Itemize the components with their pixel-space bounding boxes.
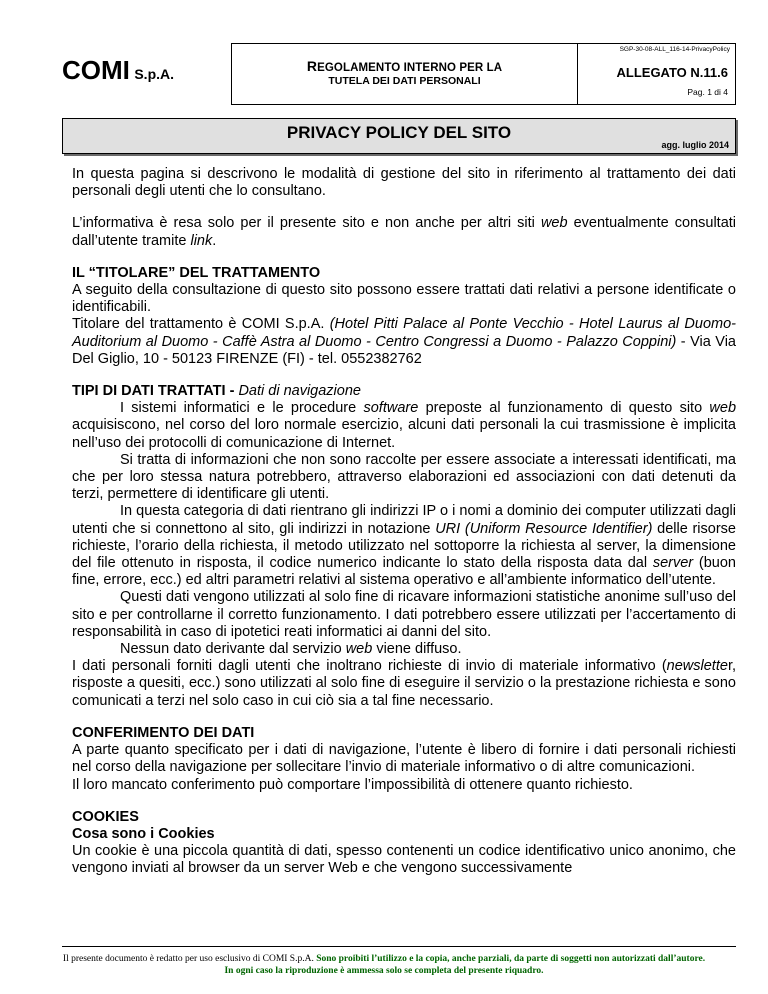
company-suffix: S.p.A. (134, 66, 175, 82)
company-main: COMI (62, 55, 130, 85)
heading-titolare: IL “TITOLARE” DEL TRATTAMENTO (72, 264, 321, 281)
footer-text-a: Il presente documento è redatto per uso esclusivo di COMI S.p.A. (62, 954, 317, 964)
header-title-line2: TUTELA DEI DATI PERSONALI (328, 75, 481, 87)
page-title: PRIVACY POLICY DEL SITO (286, 123, 512, 142)
document-body (72, 166, 736, 878)
conferimento-paragraph-1: A parte quanto specificato per i dati di navigazione, l’utente è libero di fornire i dati personali richiesti nel corso della navigazione per sollecitare l’invio di materiale informativo o di altre comunicazioni. (72, 742, 736, 776)
tipi-paragraph-5: Nessun dato derivante dal servizio web viene diffuso. (120, 641, 462, 658)
titolare-paragraph-2: Titolare del trattamento è COMI S.p.A. (Hotel Pitti Palace al Ponte Vecchio - Hotel Laurus al Duomo- Auditorium al Duomo - Caffè Astra al Duomo - Centro Congressi a Duomo - Palazzo Coppini) - Via Via Del Giglio, 10 - 50123 FIRENZE (FI) - tel. 0552382762 (72, 316, 736, 367)
footer-notice (0, 953, 768, 977)
header-box (231, 43, 736, 105)
heading-conferimento: CONFERIMENTO DEI DATI (72, 724, 255, 741)
header-title-cap: R (306, 58, 318, 74)
page-number: Pag. 1 di 4 (687, 87, 728, 97)
subheading-cosa-sono: Cosa sono i Cookies (72, 825, 215, 842)
scope-paragraph: L’informativa è resa solo per il presente sito e non anche per altri siti web eventualmente consultati dall’utente tramite link. (72, 215, 737, 249)
tipi-paragraph-3: In questa categoria di dati rientrano gli indirizzi IP o i nomi a dominio dei computer utilizzati dagli utenti che si connettono al sito, gli indirizzi in notazione URI (Uniform Resource Identifier) delle risorse richieste, l’orario della richiesta, il metodo utilizzato nel sottoporre la richiesta al server, la dimensione del file ottenuto in risposta, il codice numerico indicante lo stato della risposta data dal server (buon fine, errore, ecc.) ed altri parametri relativi al sistema operativo e all’ambiente informatico dell’utente. (72, 503, 736, 589)
footer-text-b: Sono proibiti l’utilizzo e la copia, anche parziali, da parte di soggetti non autorizzati dall’autore. (316, 954, 706, 964)
footer-text-c: In ogni caso la riproduzione è ammessa solo se completa del presente riquadro. (224, 966, 544, 976)
conferimento-paragraph-2: Il loro mancato conferimento può comportare l’impossibilità di ottenere quanto richiesto. (72, 776, 633, 793)
header-title-line1: EGOLAMENTO INTERNO PER LA (317, 62, 503, 74)
tipi-paragraph-1: I sistemi informatici e le procedure software preposte al funzionamento di questo sito web acquisiscono, nel corso del loro normale esercizio, alcuni dati personali la cui trasmissione è implicita nell’uso dei protocolli di comunicazione di Internet. (72, 400, 737, 451)
tipi-paragraph-4: Questi dati vengono utilizzati al solo fine di ricavare informazioni statistiche anonime sull’uso del sito e per controllarne il corretto funzionamento. I dati potrebbero essere utilizzati per l’accertamento di responsabilità in caso di ipotetici reati informatici ai danni del sito. (72, 589, 736, 640)
company-name (62, 55, 174, 86)
allegato-number: ALLEGATO N.11.6 (616, 65, 728, 80)
tipi-paragraph-2: Si tratta di informazioni che non sono raccolte per essere associate a interessati identificati, ma che per loro stessa natura potrebbero, attraverso elaborazioni ed associazioni con dati detenuti da terzi, permettere di identificare gli utenti. (72, 451, 736, 503)
footer-divider (62, 946, 736, 947)
title-bar (62, 118, 736, 154)
titolare-paragraph-1: A seguito della consultazione di questo sito possono essere trattati dati relativi a persone identificate o identificabili. (72, 282, 736, 316)
cookies-paragraph-1: Un cookie è una piccola quantità di dati, spesso contenenti un codice identificativo unico anonimo, che vengono inviati al browser da un server Web e che vengono successivamente (72, 843, 736, 877)
header-right (578, 44, 736, 104)
update-date: agg. luglio 2014 (661, 140, 729, 150)
doc-code: SGP-30-08-ALL_116-14-PrivacyPolicy (619, 46, 730, 53)
intro-paragraph: In questa pagina si descrivono le modalità di gestione del sito in riferimento al trattamento dei dati personali degli utenti che lo consultano. (72, 166, 736, 200)
tipi-paragraph-6: I dati personali forniti dagli utenti che inoltrano richieste di invio di materiale informativo (newsletter, risposte a quesiti, ecc.) sono utilizzati al solo fine di eseguire il servizio o la prestazione richiesta e sono comunicati a terzi nel solo caso in cui ciò sia a tal fine necessario. (72, 658, 736, 709)
header-title (232, 44, 578, 104)
heading-cookies: COOKIES (72, 808, 139, 825)
heading-tipi-dati: TIPI DI DATI TRATTATI - Dati di navigazione (72, 383, 361, 400)
